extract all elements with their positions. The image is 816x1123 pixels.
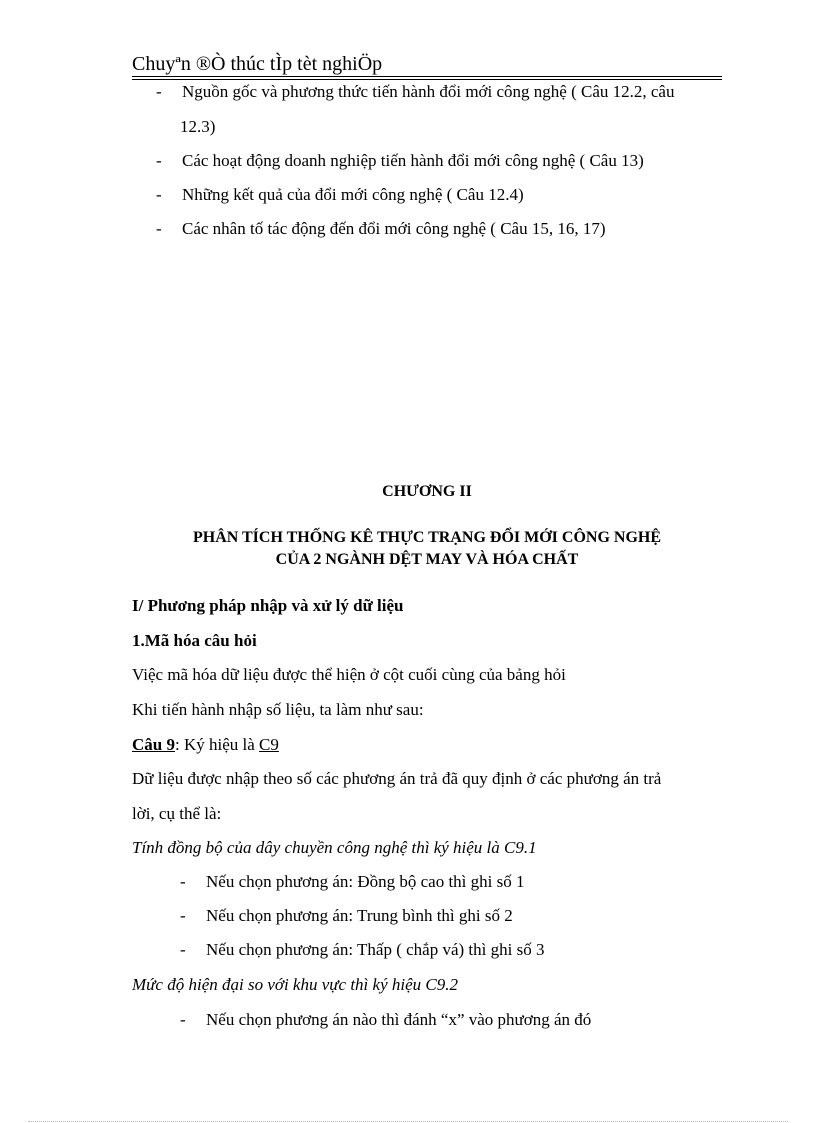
option-text: Nếu chọn phương án: Đồng bộ cao thì ghi số 1 xyxy=(206,872,525,891)
bullet-dash: - xyxy=(180,940,186,959)
page-header: Chuyªn ®Ò thúc tÌp tèt nghiÖp xyxy=(132,53,383,75)
option-text: Nếu chọn phương án: Trung bình thì ghi số 2 xyxy=(206,906,513,925)
chapter-title-line-1: PHÂN TÍCH THỐNG KÊ THỰC TRẠNG ĐỔI MỚI CÔNG NGHỆ xyxy=(192,529,662,546)
chapter-label: CHƯƠNG II xyxy=(382,483,472,500)
page-bottom-rule xyxy=(28,1121,788,1122)
bullet-text: Các nhân tố tác động đến đổi mới công nghệ ( Câu 15, 16, 17) xyxy=(182,219,606,238)
bullet-text: Những kết quả của đổi mới công nghệ ( Câu 12.4) xyxy=(182,185,524,204)
option-text: Nếu chọn phương án nào thì đánh “x” vào phương án đó xyxy=(206,1010,592,1029)
bullet-dash: - xyxy=(156,185,162,204)
header-double-rule xyxy=(132,76,722,80)
paragraph: Dữ liệu được nhập theo số các phương án trả đã quy định ở các phương án trả xyxy=(132,769,662,788)
subsection-heading: 1.Mã hóa câu hỏi xyxy=(132,631,257,650)
question-line xyxy=(132,735,279,755)
bullet-dash: - xyxy=(156,219,162,238)
paragraph-continuation: lời, cụ thể là: xyxy=(132,804,222,823)
bullet-dash: - xyxy=(180,1010,186,1029)
bullet-dash: - xyxy=(156,82,162,101)
chapter-title-line-2: CỦA 2 NGÀNH DỆT MAY VÀ HÓA CHẤT xyxy=(275,551,579,568)
bullet-text: Nguồn gốc và phương thức tiến hành đổi mới công nghệ ( Câu 12.2, câu xyxy=(182,82,675,101)
paragraph: Việc mã hóa dữ liệu được thể hiện ở cột cuối cùng của bảng hỏi xyxy=(132,665,566,684)
italic-subheading: Tính đồng bộ của dây chuyền công nghệ thì ký hiệu là C9.1 xyxy=(132,838,537,857)
question-label: Câu 9 xyxy=(132,735,175,754)
bullet-continuation: 12.3) xyxy=(180,117,216,136)
paragraph: Khi tiến hành nhập số liệu, ta làm như sau: xyxy=(132,700,424,719)
option-text: Nếu chọn phương án: Thấp ( chắp vá) thì ghi số 3 xyxy=(206,940,545,959)
italic-subheading: Mức độ hiện đại so với khu vực thì ký hiệu C9.2 xyxy=(132,975,458,994)
bullet-dash: - xyxy=(156,151,162,170)
bullet-dash: - xyxy=(180,872,186,891)
bullet-dash: - xyxy=(180,906,186,925)
bullet-text: Các hoạt động doanh nghiệp tiến hành đổi mới công nghệ ( Câu 13) xyxy=(182,151,644,170)
question-desc: : Ký hiệu là xyxy=(174,735,260,754)
question-code: C9 xyxy=(259,735,279,754)
section-heading: I/ Phương pháp nhập và xử lý dữ liệu xyxy=(132,596,404,615)
